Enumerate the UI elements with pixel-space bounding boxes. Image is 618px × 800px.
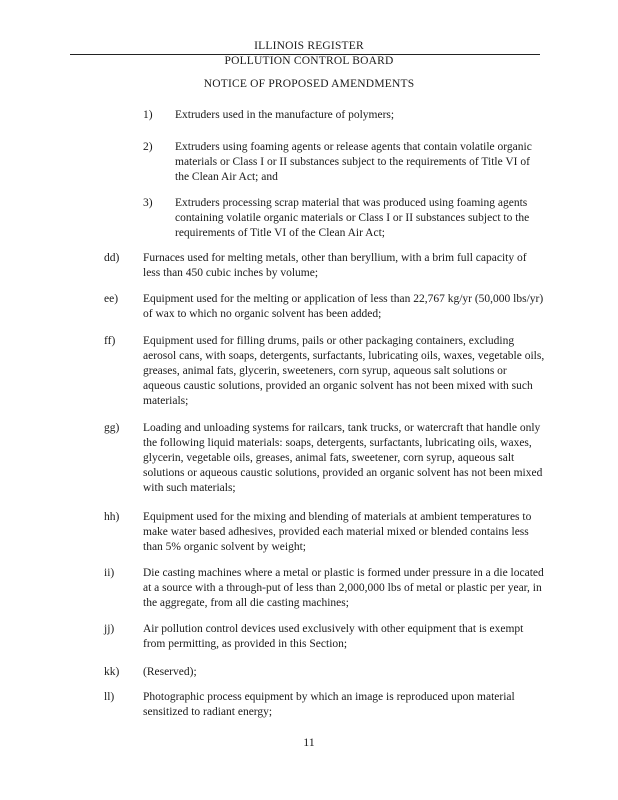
item-label: 2) — [143, 141, 153, 153]
item-label: 1) — [143, 109, 153, 121]
item-label: 3) — [143, 197, 153, 209]
item-label: kk) — [104, 666, 120, 678]
page-number: 11 — [303, 735, 315, 749]
item-text: Loading and unloading systems for railcars, tank trucks, or watercraft that handle only the following liquid materials: soaps, detergents, surfactants, lubricating oils, waxes, glycerin, vegetable oils, greases, animal fats, sweetener, corn syrup, aqueous salt solutions or aqueous caustic solutions, provided an organic solvent has not been mixed with such materials; — [143, 422, 543, 494]
item-label: ll) — [104, 691, 115, 703]
board-title: POLLUTION CONTROL BOARD — [224, 55, 394, 67]
item-text: Photographic process equipment by which an image is reproduced upon material sensitized to radiant energy; — [143, 691, 515, 718]
item-text: Air pollution control devices used exclusively with other equipment that is exempt from permitting, as provided in this Section; — [143, 623, 524, 650]
item-text: Extruders used in the manufacture of polymers; — [175, 109, 395, 121]
item-text: Die casting machines where a metal or plastic is formed under pressure in a die located at a source with a through-put of less than 2,000,000 lbs of metal or plastic per year, in the aggregate, from all die casting machines; — [143, 567, 544, 609]
item-label: ii) — [104, 567, 115, 579]
item-text: Extruders using foaming agents or release agents that contain volatile organic materials or Class I or II substances subject to the requirements of Title VI of the Clean Air Act; and — [175, 141, 532, 183]
item-label: hh) — [104, 511, 120, 523]
item-text: (Reserved); — [143, 666, 197, 678]
item-text: Extruders processing scrap material that was produced using foaming agents containing volatile organic materials or Class I or II substances subject to the requirements of Title VI of the Clean Air Act; — [175, 197, 530, 239]
item-text: Equipment used for filling drums, pails or other packaging containers, excluding aerosol cans, with soaps, detergents, surfactants, lubricating oils, waxes, vegetable oils, greases, animal fats, glycerin, sweeteners, corn syrup, aqueous salt solutions or aqueous caustic solutions, provided an organic solvent has not been mixed with such materials; — [143, 335, 545, 407]
item-text: Furnaces used for melting metals, other than beryllium, with a brim full capacity of less than 450 cubic inches by volume; — [143, 252, 527, 279]
register-title: ILLINOIS REGISTER — [254, 40, 364, 52]
item-label: jj) — [104, 623, 115, 635]
notice-title: NOTICE OF PROPOSED AMENDMENTS — [203, 78, 415, 90]
item-label: gg) — [104, 422, 120, 434]
item-label: ee) — [104, 293, 119, 305]
item-text: Equipment used for the melting or application of less than 22,767 kg/yr (50,000 lbs/yr) of wax to which no organic solvent has been added; — [143, 293, 544, 320]
item-label: ff) — [104, 335, 116, 347]
item-label: dd) — [104, 252, 120, 264]
item-text: Equipment used for the mixing and blending of materials at ambient temperatures to make water based adhesives, provided each material mixed or blended contains less than 5% organic solvent by weight; — [143, 511, 532, 553]
